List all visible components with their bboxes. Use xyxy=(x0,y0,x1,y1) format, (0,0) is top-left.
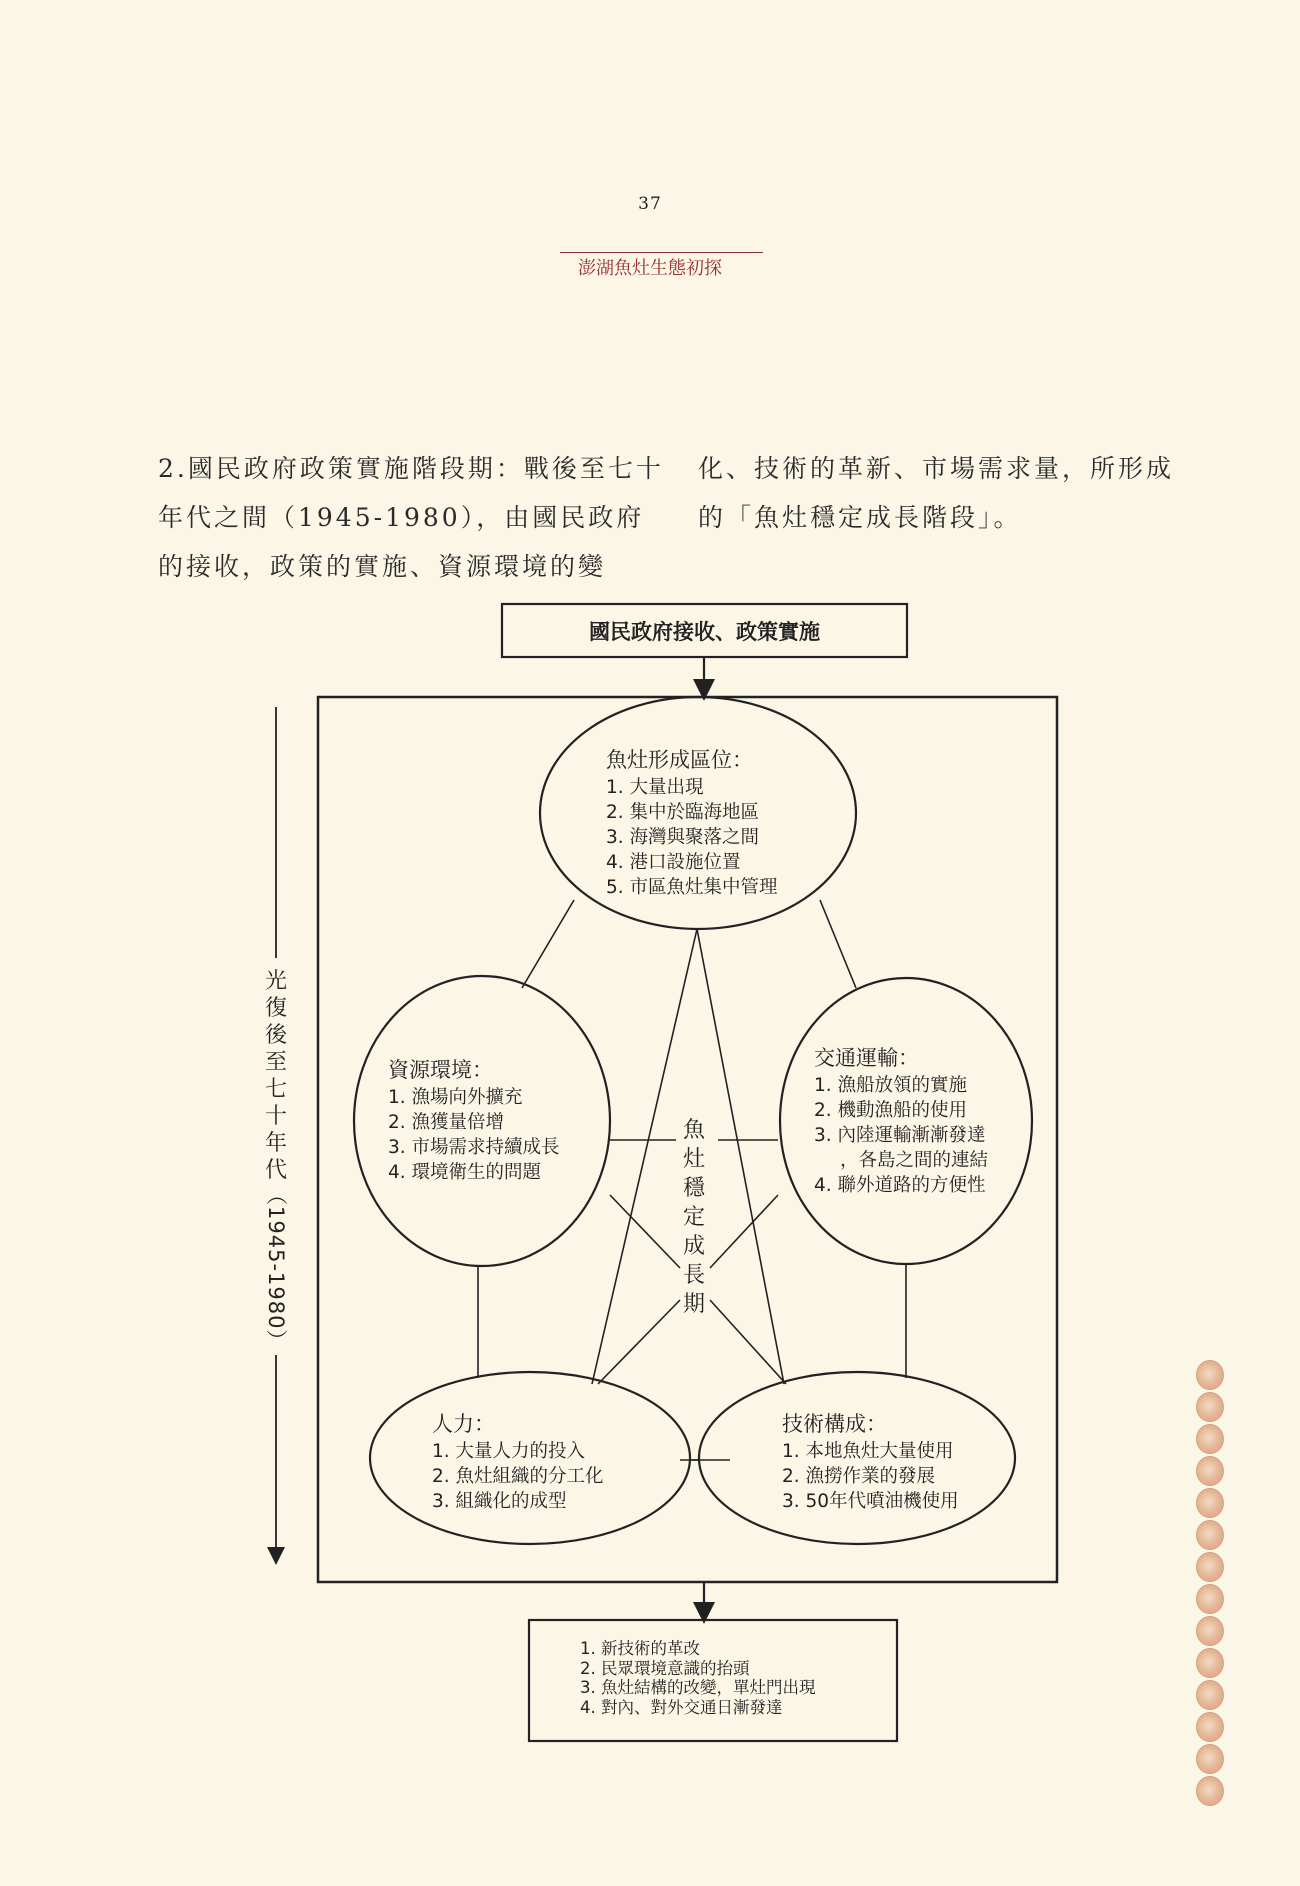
page-number: 37 xyxy=(638,194,662,214)
node-heading: 交通運輸： xyxy=(814,1046,919,1070)
result-item: 4. 對內、對外交通日漸發達 xyxy=(580,1697,783,1717)
link-location-transport xyxy=(820,900,856,988)
result-item: 2. 民眾環境意識的抬頭 xyxy=(580,1658,750,1678)
star-line xyxy=(598,1300,680,1384)
center-char: 期 xyxy=(682,1292,705,1317)
timeline-char: 七 xyxy=(264,1077,287,1102)
intro-line: 2.國民政府政策實施階段期：戰後至七十 xyxy=(158,454,664,483)
seal-icon xyxy=(1196,1456,1224,1486)
star-line xyxy=(710,1195,778,1268)
node-item: 3. 海灣與聚落之間 xyxy=(606,827,760,848)
node-location xyxy=(606,746,778,900)
result-list xyxy=(580,1639,816,1717)
node-item: 5. 市區魚灶集中管理 xyxy=(606,877,778,898)
center-char: 成 xyxy=(682,1234,705,1259)
timeline-years: （1945-1980） xyxy=(264,1184,288,1352)
top-box-label: 國民政府接收、政策實施 xyxy=(589,620,820,644)
result-item: 1. 新技術的革改 xyxy=(580,1639,700,1658)
running-title: 澎湖魚灶生態初探 xyxy=(578,258,722,279)
seal-icon xyxy=(1196,1520,1224,1550)
seal-icon xyxy=(1196,1776,1224,1806)
center-char: 長 xyxy=(682,1263,705,1288)
center-char: 灶 xyxy=(682,1147,705,1172)
node-transport xyxy=(814,1044,988,1198)
seal-icon xyxy=(1196,1584,1224,1614)
seal-icon xyxy=(1196,1552,1224,1582)
node-item: 4. 港口設施位置 xyxy=(606,852,741,873)
timeline-char: 後 xyxy=(264,1023,287,1048)
node-item: 4. 聯外道路的方便性 xyxy=(814,1175,986,1196)
center-char: 穩 xyxy=(682,1176,705,1201)
node-item: 1. 本地魚灶大量使用 xyxy=(782,1441,954,1462)
node-item: 3. 50年代噴油機使用 xyxy=(782,1491,959,1512)
node-item: 2. 漁獲量倍增 xyxy=(388,1112,505,1133)
node-item: 2. 漁撈作業的發展 xyxy=(782,1466,936,1487)
seal-icon xyxy=(1196,1424,1224,1454)
node-labor xyxy=(432,1410,604,1514)
link-location-resources xyxy=(522,900,574,988)
timeline-char: 復 xyxy=(264,996,287,1021)
seal-stamp-column xyxy=(1196,1360,1236,1808)
intro-line: 的「魚灶穩定成長階段」。 xyxy=(698,503,1022,532)
timeline-label xyxy=(263,964,289,1355)
node-item: 3. 市場需求持續成長 xyxy=(388,1137,560,1158)
timeline-char: 至 xyxy=(264,1050,287,1075)
timeline-char: 十 xyxy=(264,1104,287,1129)
seal-icon xyxy=(1196,1360,1224,1390)
seal-icon xyxy=(1196,1680,1224,1710)
node-heading: 技術構成： xyxy=(782,1412,887,1436)
seal-icon xyxy=(1196,1744,1224,1774)
seal-icon xyxy=(1196,1648,1224,1678)
node-item: 1. 大量出現 xyxy=(606,777,704,798)
intro-line: 化、技術的革新、市場需求量，所形成 xyxy=(698,454,1175,483)
node-item: ，各島之間的連結 xyxy=(840,1150,989,1171)
center-label xyxy=(680,1116,708,1319)
seal-icon xyxy=(1196,1712,1224,1742)
node-item: 3. 組織化的成型 xyxy=(432,1491,567,1512)
node-item: 1. 漁場向外擴充 xyxy=(388,1087,523,1108)
intro-line: 年代之間（1945-1980），由國民政府 xyxy=(158,503,645,532)
node-heading: 魚灶形成區位： xyxy=(606,748,753,772)
node-item: 4. 環境衛生的問題 xyxy=(388,1162,542,1183)
result-item: 3. 魚灶結構的改變，單灶門出現 xyxy=(580,1678,816,1697)
timeline-char: 年 xyxy=(264,1131,287,1156)
node-item: 1. 大量人力的投入 xyxy=(432,1441,586,1462)
node-resources xyxy=(388,1056,560,1185)
node-technology xyxy=(782,1410,959,1514)
timeline-char: 光 xyxy=(264,969,287,994)
timeline-char: 代 xyxy=(264,1158,287,1183)
node-item: 2. 魚灶組織的分工化 xyxy=(432,1466,604,1487)
seal-icon xyxy=(1196,1488,1224,1518)
node-heading: 資源環境： xyxy=(388,1058,493,1082)
node-item: 3. 內陸運輸漸漸發達 xyxy=(814,1125,986,1146)
seal-icon xyxy=(1196,1616,1224,1646)
node-item: 2. 機動漁船的使用 xyxy=(814,1100,968,1121)
intro-line: 的接收，政策的實施、資源環境的變 xyxy=(158,552,607,581)
node-item: 1. 漁船放領的實施 xyxy=(814,1075,968,1096)
center-char: 定 xyxy=(682,1205,705,1230)
center-char: 魚 xyxy=(682,1118,705,1143)
node-heading: 人力： xyxy=(432,1412,495,1436)
star-line xyxy=(697,929,784,1384)
seal-icon xyxy=(1196,1392,1224,1422)
star-line xyxy=(710,1300,786,1384)
node-item: 2. 集中於臨海地區 xyxy=(606,802,760,823)
